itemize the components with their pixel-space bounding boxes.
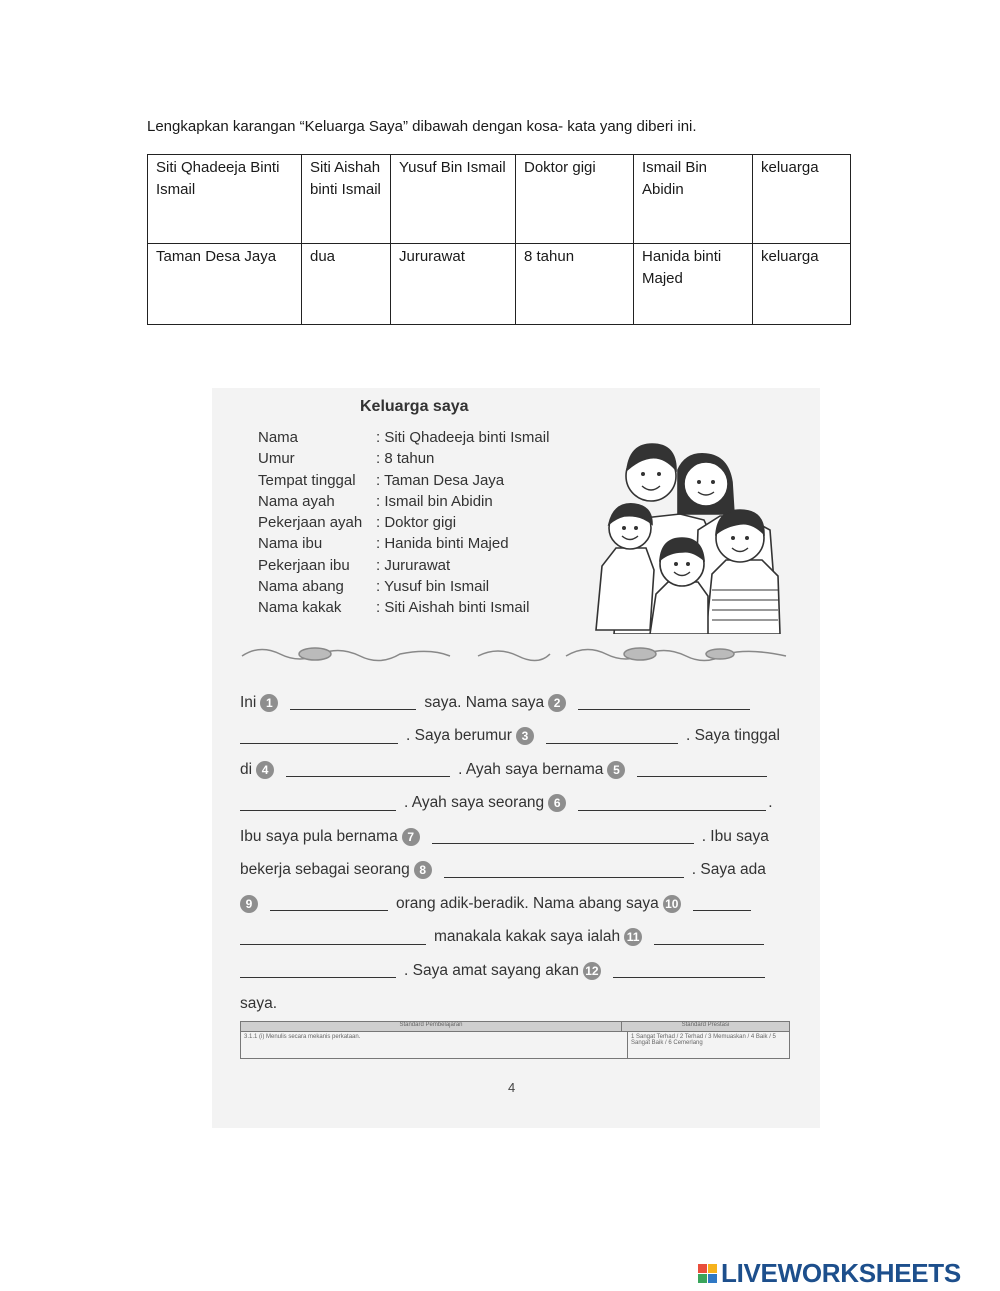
answer-blank[interactable] bbox=[432, 829, 694, 844]
table-cell: Yusuf Bin Ismail bbox=[391, 155, 516, 244]
table-cell: Siti Qhadeeja Binti Ismail bbox=[148, 155, 302, 244]
story-text: orang adik-beradik. Nama abang saya bbox=[396, 894, 659, 912]
answer-blank[interactable] bbox=[444, 863, 684, 878]
profile-value: : Doktor gigi bbox=[376, 514, 457, 532]
story-text: manakala kakak saya ialah bbox=[434, 928, 621, 946]
profile-row bbox=[258, 512, 549, 533]
profile-label: Nama abang bbox=[258, 578, 344, 596]
blank-number: 8 bbox=[414, 861, 432, 879]
table-cell: keluarga bbox=[753, 155, 851, 244]
story-line bbox=[240, 854, 787, 888]
profile-label: Nama ibu bbox=[258, 535, 323, 553]
story-text: di bbox=[240, 760, 253, 778]
profile-title: Keluarga saya bbox=[360, 398, 469, 415]
profile-label: Nama kakak bbox=[258, 599, 342, 617]
profile-value: : Yusuf bin Ismail bbox=[376, 578, 490, 596]
blank-number: 9 bbox=[240, 895, 258, 913]
brand-logo bbox=[698, 1258, 961, 1289]
standard-header-cell: Standard Prestasi bbox=[681, 1022, 730, 1028]
blank-number: 6 bbox=[548, 794, 566, 812]
standard-cell: 1 Sangat Terhad / 2 Terhad / 3 Memuaskan / 4 Baik / 5 Sangat Baik / 6 Cemerlang bbox=[631, 1034, 776, 1046]
story-text: . Saya amat sayang akan bbox=[404, 961, 579, 979]
table-cell: 8 tahun bbox=[516, 244, 634, 325]
answer-blank[interactable] bbox=[240, 963, 396, 978]
profile-value: : 8 tahun bbox=[376, 450, 435, 468]
profile-label: Nama bbox=[258, 429, 299, 446]
logo-icon bbox=[698, 1264, 717, 1283]
story-text: Ibu saya pula bernama bbox=[240, 827, 398, 845]
ornament-divider bbox=[240, 642, 788, 666]
answer-blank[interactable] bbox=[637, 762, 767, 777]
table-cell: Hanida binti Majed bbox=[634, 244, 753, 325]
standard-header-cell: Standard Pembelajaran bbox=[241, 1022, 622, 1031]
profile-label: Nama ayah bbox=[258, 492, 335, 510]
story-text: . Saya tinggal bbox=[685, 727, 780, 745]
profile-row bbox=[258, 555, 549, 576]
blank-number: 4 bbox=[256, 761, 274, 779]
story-line bbox=[240, 921, 787, 955]
profile-info bbox=[258, 427, 549, 619]
blank-number: 2 bbox=[548, 694, 566, 712]
profile-value: : Taman Desa Jaya bbox=[376, 471, 505, 489]
story-text: . Ayah saya seorang bbox=[404, 794, 545, 812]
blank-number: 11 bbox=[624, 928, 642, 946]
blank-number: 5 bbox=[607, 761, 625, 779]
table-cell: Ismail Bin Abidin bbox=[634, 155, 753, 244]
assessment-standard-table bbox=[240, 1021, 790, 1059]
answer-blank[interactable] bbox=[240, 930, 426, 945]
profile-row bbox=[258, 491, 549, 512]
answer-blank[interactable] bbox=[578, 796, 766, 811]
profile-row bbox=[258, 427, 549, 448]
answer-blank[interactable] bbox=[286, 762, 450, 777]
story-text: Ini bbox=[240, 693, 257, 711]
standard-cell: 3.1.1 (i) Menulis secara mekanis perkataan. bbox=[241, 1032, 628, 1058]
story-text: . Saya berumur bbox=[406, 727, 512, 745]
answer-blank[interactable] bbox=[578, 695, 750, 710]
answer-blank[interactable] bbox=[654, 930, 764, 945]
page-number: 4 bbox=[508, 1080, 516, 1095]
story-line bbox=[240, 787, 787, 821]
profile-label: Umur bbox=[258, 450, 295, 468]
table-cell: dua bbox=[302, 244, 391, 325]
story-text: bekerja sebagai seorang bbox=[240, 861, 410, 879]
profile-value: : Hanida binti Majed bbox=[376, 535, 509, 553]
table-cell: Taman Desa Jaya bbox=[148, 244, 302, 325]
answer-blank[interactable] bbox=[290, 695, 416, 710]
story-line bbox=[240, 686, 787, 720]
profile-label: Tempat tinggal bbox=[258, 471, 356, 489]
story-text: . bbox=[768, 794, 773, 812]
story-line bbox=[240, 753, 787, 787]
answer-blank[interactable] bbox=[270, 896, 388, 911]
profile-value: : Jururawat bbox=[376, 556, 451, 574]
story-text: saya. bbox=[240, 995, 278, 1013]
story-line bbox=[240, 720, 787, 754]
instruction-text: Lengkapkan karangan “Keluarga Saya” dibawah dengan kosa- kata yang diberi ini. bbox=[147, 118, 697, 135]
story-line bbox=[240, 988, 787, 1022]
story-paragraph bbox=[240, 686, 787, 1021]
profile-label: Pekerjaan ayah bbox=[258, 514, 363, 532]
answer-blank[interactable] bbox=[240, 729, 398, 744]
blank-number: 7 bbox=[402, 828, 420, 846]
story-text: . Ibu saya bbox=[701, 827, 769, 845]
word-bank-table bbox=[147, 154, 851, 325]
profile-row bbox=[258, 470, 549, 491]
standard-body bbox=[241, 1032, 789, 1058]
table-row bbox=[148, 155, 851, 244]
profile-value: : Siti Qhadeeja binti Ismail bbox=[376, 429, 550, 446]
blank-number: 3 bbox=[516, 727, 534, 745]
profile-row bbox=[258, 448, 549, 469]
profile-label: Pekerjaan ibu bbox=[258, 556, 350, 574]
blank-number: 12 bbox=[583, 962, 601, 980]
blank-number: 10 bbox=[663, 895, 681, 913]
table-cell: keluarga bbox=[753, 244, 851, 325]
answer-blank[interactable] bbox=[693, 896, 751, 911]
standard-header bbox=[241, 1022, 789, 1032]
table-cell: Doktor gigi bbox=[516, 155, 634, 244]
profile-value: : Ismail bin Abidin bbox=[376, 492, 493, 510]
profile-row bbox=[258, 576, 549, 597]
story-text: saya. Nama saya bbox=[424, 693, 545, 711]
story-line bbox=[240, 954, 787, 988]
answer-blank[interactable] bbox=[240, 796, 396, 811]
profile-row bbox=[258, 533, 549, 554]
answer-blank[interactable] bbox=[546, 729, 678, 744]
story-text: . Saya ada bbox=[691, 861, 766, 879]
table-cell: Siti Aishah binti Ismail bbox=[302, 155, 391, 244]
blank-number: 1 bbox=[260, 694, 278, 712]
story-text: . Ayah saya bernama bbox=[458, 760, 604, 778]
table-row bbox=[148, 244, 851, 325]
brand-name: LIVEWORKSHEETS bbox=[721, 1258, 961, 1288]
story-line bbox=[240, 887, 787, 921]
table-cell: Jururawat bbox=[391, 244, 516, 325]
profile-value: : Siti Aishah binti Ismail bbox=[376, 599, 530, 617]
answer-blank[interactable] bbox=[613, 963, 765, 978]
family-illustration bbox=[594, 430, 786, 634]
profile-row bbox=[258, 597, 549, 618]
story-line bbox=[240, 820, 787, 854]
